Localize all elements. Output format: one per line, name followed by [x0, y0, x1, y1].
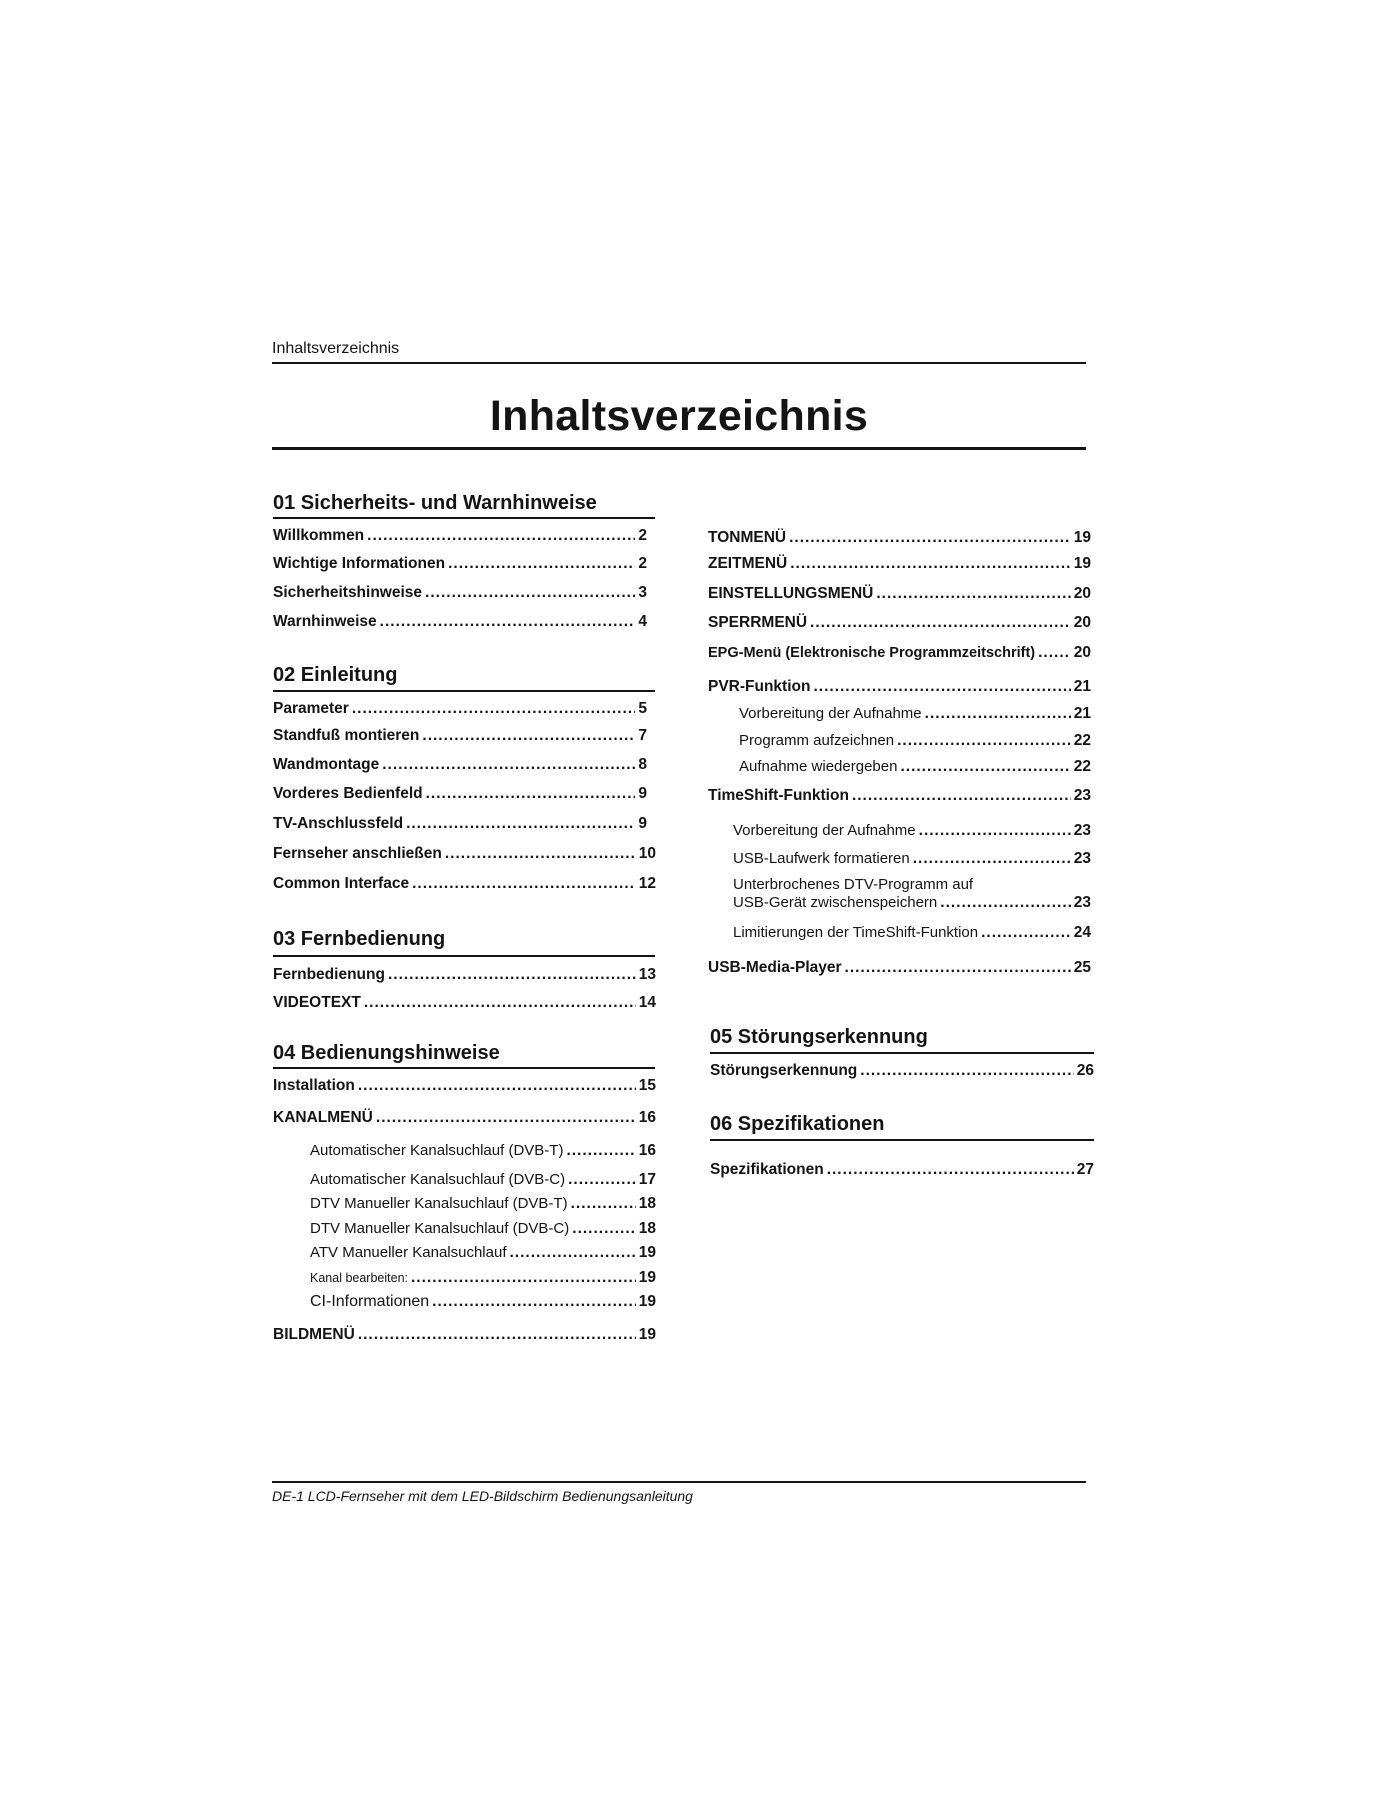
toc-page: 19 — [1073, 529, 1091, 546]
dot-leader — [981, 924, 1071, 942]
toc-entry[interactable] — [708, 678, 1091, 696]
toc-label: Willkommen — [273, 527, 365, 544]
toc-label: Common Interface — [273, 875, 410, 892]
toc-label: Fernbedienung — [273, 966, 385, 983]
toc-page: 3 — [638, 584, 647, 601]
toc-page: 22 — [1073, 732, 1091, 749]
toc-page: 18 — [638, 1220, 656, 1237]
toc-label: USB-Gerät zwischenspeichern — [733, 894, 938, 911]
toc-label: EINSTELLUNGSMENÜ — [708, 585, 874, 602]
toc-entry[interactable] — [273, 584, 647, 602]
dot-leader — [568, 1171, 636, 1189]
toc-entry[interactable] — [708, 787, 1091, 805]
toc-entry[interactable] — [273, 756, 647, 774]
dot-leader — [845, 959, 1071, 977]
toc-entry[interactable] — [273, 966, 656, 984]
dot-leader — [789, 529, 1071, 547]
toc-subentry[interactable] — [310, 1142, 656, 1160]
toc-subentry[interactable] — [733, 924, 1091, 942]
toc-entry[interactable] — [273, 613, 647, 631]
toc-label: DTV Manueller Kanalsuchlauf (DVB-T) — [310, 1195, 568, 1212]
dot-leader — [876, 585, 1070, 603]
running-header: Inhaltsverzeichnis — [272, 340, 400, 357]
toc-page: 18 — [638, 1195, 656, 1212]
dot-leader — [913, 850, 1071, 868]
section-heading-04: 04 Bedienungshinweise — [273, 1042, 500, 1064]
dot-leader — [411, 1269, 636, 1287]
toc-entry[interactable] — [710, 1161, 1094, 1179]
toc-page: 20 — [1073, 644, 1091, 661]
dot-leader — [358, 1077, 636, 1095]
toc-page: 12 — [638, 875, 656, 892]
dot-leader — [364, 994, 636, 1012]
toc-subentry[interactable] — [733, 822, 1091, 840]
toc-page: 23 — [1073, 850, 1091, 867]
section-heading-01: 01 Sicherheits- und Warnhinweise — [273, 492, 597, 514]
section-rule-05 — [710, 1052, 1094, 1054]
dot-leader — [790, 555, 1071, 573]
dot-leader — [376, 1109, 636, 1127]
toc-page: 23 — [1073, 787, 1091, 804]
toc-page: 25 — [1073, 959, 1091, 976]
toc-entry[interactable] — [273, 994, 656, 1012]
toc-page: 24 — [1073, 924, 1091, 941]
dot-leader — [432, 1293, 636, 1311]
toc-label: KANALMENÜ — [273, 1109, 373, 1126]
toc-label: BILDMENÜ — [273, 1326, 355, 1343]
toc-entry[interactable] — [273, 727, 647, 745]
dot-leader — [358, 1326, 636, 1344]
toc-subentry-line1: Unterbrochenes DTV-Programm auf — [733, 876, 974, 893]
toc-page: 8 — [638, 756, 647, 773]
toc-page: 19 — [638, 1293, 656, 1310]
dot-leader — [448, 555, 635, 573]
toc-page: 19 — [1073, 555, 1091, 572]
toc-label: CI-Informationen — [310, 1293, 430, 1310]
toc-entry[interactable] — [708, 614, 1091, 632]
page-title: Inhaltsverzeichnis — [489, 392, 869, 440]
toc-label: Störungserkennung — [710, 1062, 858, 1079]
section-heading-06: 06 Spezifikationen — [710, 1113, 885, 1135]
dot-leader — [1038, 644, 1071, 662]
toc-label: Programm aufzeichnen — [739, 732, 895, 749]
dot-leader — [897, 732, 1071, 750]
toc-page: 26 — [1076, 1062, 1094, 1079]
toc-subentry[interactable] — [733, 850, 1091, 868]
toc-page: 23 — [1073, 894, 1091, 911]
toc-page: 17 — [638, 1171, 656, 1188]
toc-subentry[interactable] — [739, 732, 1091, 750]
toc-entry[interactable] — [273, 815, 647, 833]
dot-leader — [425, 584, 635, 602]
toc-page: 20 — [1073, 585, 1091, 602]
toc-label: Kanal bearbeiten: — [310, 1271, 408, 1285]
toc-page: 21 — [1073, 678, 1091, 695]
toc-entry[interactable] — [273, 785, 647, 803]
toc-label: Spezifikationen — [710, 1161, 824, 1178]
toc-entry[interactable] — [273, 1326, 656, 1344]
toc-label: DTV Manueller Kanalsuchlauf (DVB-C) — [310, 1220, 570, 1237]
toc-subentry[interactable] — [733, 894, 1091, 912]
toc-entry[interactable] — [708, 529, 1091, 547]
toc-entry[interactable] — [273, 700, 647, 718]
toc-label: EPG-Menü (Elektronische Programmzeitschrift) — [708, 645, 1036, 661]
toc-subentry[interactable] — [310, 1220, 656, 1238]
toc-label: Vorbereitung der Aufnahme — [739, 705, 922, 722]
toc-entry[interactable] — [273, 527, 647, 545]
toc-label: Wandmontage — [273, 756, 380, 773]
toc-page: 10 — [638, 845, 656, 862]
toc-page: 9 — [638, 815, 647, 832]
toc-subentry[interactable] — [310, 1293, 656, 1311]
dot-leader — [367, 527, 635, 545]
toc-entry[interactable] — [708, 585, 1091, 603]
toc-page: 27 — [1076, 1161, 1094, 1178]
toc-label: Limitierungen der TimeShift-Funktion — [733, 924, 979, 941]
toc-label: Vorbereitung der Aufnahme — [733, 822, 916, 839]
toc-entry[interactable] — [708, 959, 1091, 977]
toc-page: 5 — [638, 700, 647, 717]
dot-leader — [426, 785, 636, 803]
dot-leader — [860, 1062, 1073, 1080]
section-heading-03: 03 Fernbedienung — [273, 928, 446, 950]
dot-leader — [852, 787, 1071, 805]
toc-page: 23 — [1073, 822, 1091, 839]
toc-label: Fernseher anschließen — [273, 845, 442, 862]
toc-entry[interactable] — [273, 875, 656, 893]
toc-label: Automatischer Kanalsuchlauf (DVB-T) — [310, 1142, 564, 1159]
toc-page: 4 — [638, 613, 647, 630]
dot-leader — [382, 756, 635, 774]
toc-label: Standfuß montieren — [273, 727, 420, 744]
toc-label: Installation — [273, 1077, 355, 1094]
dot-leader — [412, 875, 636, 893]
toc-label: TV-Anschlussfeld — [273, 815, 404, 832]
toc-page: 2 — [638, 555, 647, 572]
dot-leader — [900, 758, 1070, 776]
page-footer: DE-1 LCD-Fernseher mit dem LED-Bildschirm Bedienungsanleitung — [272, 1488, 693, 1504]
toc-entry[interactable] — [273, 555, 647, 573]
dot-leader — [572, 1220, 635, 1238]
dot-leader — [352, 700, 636, 718]
toc-page: 19 — [638, 1269, 656, 1286]
section-rule-03 — [273, 955, 655, 957]
footer-rule — [272, 1481, 1086, 1483]
toc-label: Sicherheitshinweise — [273, 584, 423, 601]
dot-leader — [422, 727, 635, 745]
toc-page: 16 — [638, 1109, 656, 1126]
toc-page: 9 — [638, 785, 647, 802]
dot-leader — [940, 894, 1070, 912]
dot-leader — [919, 822, 1071, 840]
dot-leader — [566, 1142, 635, 1160]
toc-label: VIDEOTEXT — [273, 994, 361, 1011]
toc-subentry[interactable] — [739, 705, 1091, 723]
toc-label: PVR-Funktion — [708, 678, 811, 695]
section-heading-05: 05 Störungserkennung — [710, 1026, 928, 1048]
dot-leader — [445, 845, 636, 863]
toc-page: 21 — [1073, 705, 1091, 722]
toc-page: 7 — [638, 727, 647, 744]
toc-label: Aufnahme wiedergeben — [739, 758, 898, 775]
dot-leader — [571, 1195, 636, 1213]
toc-page: 19 — [638, 1326, 656, 1343]
toc-page: 2 — [638, 527, 647, 544]
dot-leader — [380, 613, 636, 631]
toc-subentry[interactable] — [739, 758, 1091, 776]
toc-page: 16 — [638, 1142, 656, 1159]
section-rule-01 — [273, 517, 655, 519]
toc-entry[interactable] — [273, 1077, 656, 1095]
title-rule — [272, 447, 1086, 450]
toc-label: Vorderes Bedienfeld — [273, 785, 423, 802]
dot-leader — [810, 614, 1071, 632]
section-rule-04 — [273, 1067, 655, 1069]
toc-label: SPERRMENÜ — [708, 614, 808, 631]
dot-leader — [510, 1244, 636, 1262]
toc-page: 14 — [638, 994, 656, 1011]
toc-label: TimeShift-Funktion — [708, 787, 849, 804]
dot-leader — [813, 678, 1070, 696]
toc-entry[interactable] — [273, 1109, 656, 1127]
toc-label: USB-Media-Player — [708, 959, 842, 976]
toc-subentry[interactable] — [310, 1244, 656, 1262]
toc-label: ATV Manueller Kanalsuchlauf — [310, 1244, 507, 1261]
section-heading-02: 02 Einleitung — [273, 664, 398, 686]
header-rule — [272, 362, 1086, 364]
toc-label: Parameter — [273, 700, 349, 717]
dot-leader — [925, 705, 1071, 723]
toc-label: Wichtige Informationen — [273, 555, 446, 572]
toc-page: 19 — [638, 1244, 656, 1261]
toc-entry[interactable] — [708, 555, 1091, 573]
toc-entry[interactable] — [710, 1062, 1094, 1080]
dot-leader — [406, 815, 635, 833]
toc-label: Warnhinweise — [273, 613, 377, 630]
toc-label: TONMENÜ — [708, 529, 787, 546]
toc-label: Automatischer Kanalsuchlauf (DVB-C) — [310, 1171, 566, 1188]
toc-page: 20 — [1073, 614, 1091, 631]
toc-subentry[interactable] — [310, 1195, 656, 1213]
section-rule-02 — [273, 690, 655, 692]
toc-entry[interactable] — [708, 644, 1091, 662]
toc-label: USB-Laufwerk formatieren — [733, 850, 910, 867]
toc-page: 22 — [1073, 758, 1091, 775]
toc-subentry[interactable] — [310, 1269, 656, 1287]
toc-page: 13 — [638, 966, 656, 983]
dot-leader — [388, 966, 636, 984]
section-rule-06 — [710, 1139, 1094, 1141]
toc-page: 15 — [638, 1077, 656, 1094]
toc-label: ZEITMENÜ — [708, 555, 788, 572]
toc-subentry[interactable] — [310, 1171, 656, 1189]
dot-leader — [827, 1161, 1074, 1179]
toc-entry[interactable] — [273, 845, 656, 863]
